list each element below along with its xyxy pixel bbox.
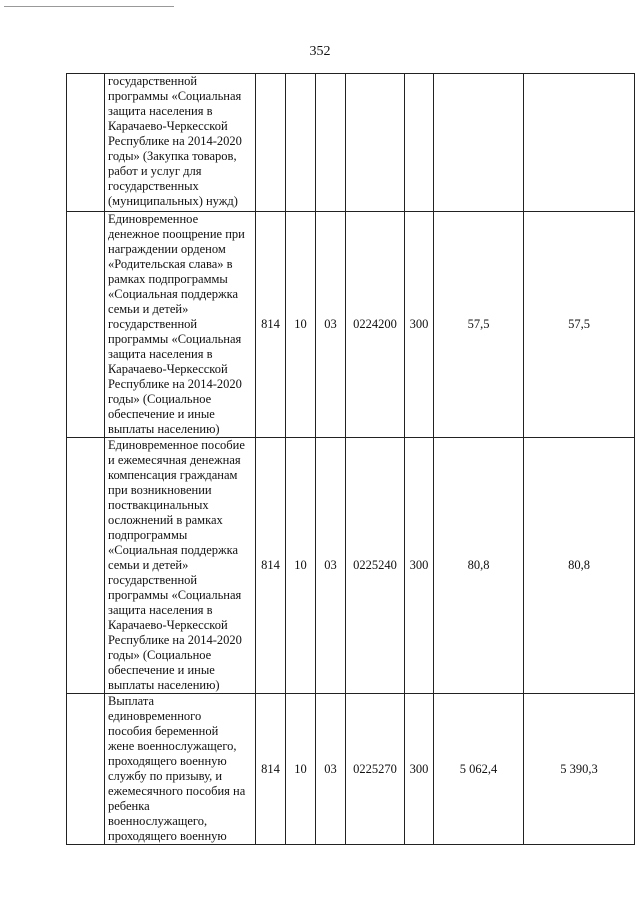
amount-1: 57,5 xyxy=(434,212,524,438)
row-name: Выплата единовременного пособия беременной жене военнослужащего, проходящего военную службу по призыву, и ежемесячного пособия на ребенка военнослужащего, проходящего военную xyxy=(108,694,246,843)
amount-1 xyxy=(434,74,524,212)
empty-cell xyxy=(67,74,105,212)
table-row xyxy=(67,694,635,845)
target-article: 0224200 xyxy=(346,212,405,438)
empty-cell xyxy=(67,694,105,845)
amount-2: 57,5 xyxy=(524,212,635,438)
amount-1: 5 062,4 xyxy=(434,694,524,845)
section-code xyxy=(286,74,316,212)
expense-type: 300 xyxy=(405,438,434,694)
page-number: 352 xyxy=(309,44,331,59)
ministry-code: 814 xyxy=(256,212,286,438)
subsection-code: 03 xyxy=(316,438,346,694)
table-row xyxy=(67,438,635,694)
ministry-code: 814 xyxy=(256,438,286,694)
subsection-code: 03 xyxy=(316,694,346,845)
empty-cell xyxy=(67,438,105,694)
top-rule xyxy=(4,6,174,7)
target-article: 0225240 xyxy=(346,438,405,694)
row-name-cell xyxy=(105,212,256,438)
expense-type: 300 xyxy=(405,212,434,438)
section-code: 10 xyxy=(286,438,316,694)
section-code: 10 xyxy=(286,694,316,845)
subsection-code xyxy=(316,74,346,212)
budget-table xyxy=(66,73,635,845)
row-name: Единовременное денежное поощрение при награждении орденом «Родительская слава» в рамках подпрограммы «Социальная поддержка семьи и детей» государственной программы «Социальная защита населения в Карачаево-Черкесской Республике на 2014-2020 годы» (Социальное обеспечение и иные выплаты населению) xyxy=(108,212,245,436)
amount-2 xyxy=(524,74,635,212)
amount-2: 80,8 xyxy=(524,438,635,694)
row-name: государственной программы «Социальная защита населения в Карачаево-Черкесской Республике на 2014-2020 годы» (Закупка товаров, работ и услуг для государственных (муниципальных) нужд) xyxy=(108,74,242,208)
amount-2: 5 390,3 xyxy=(524,694,635,845)
target-article xyxy=(346,74,405,212)
subsection-code: 03 xyxy=(316,212,346,438)
amount-1: 80,8 xyxy=(434,438,524,694)
ministry-code xyxy=(256,74,286,212)
expense-type xyxy=(405,74,434,212)
empty-cell xyxy=(67,212,105,438)
table-row xyxy=(67,74,635,212)
row-name-cell xyxy=(105,438,256,694)
row-name-cell xyxy=(105,74,256,212)
expense-type: 300 xyxy=(405,694,434,845)
table-row xyxy=(67,212,635,438)
ministry-code: 814 xyxy=(256,694,286,845)
row-name-cell xyxy=(105,694,256,845)
section-code: 10 xyxy=(286,212,316,438)
row-name: Единовременное пособие и ежемесячная денежная компенсация гражданам при возникновении поствакцинальных осложнений в рамках подпрограммы «Социальная поддержка семьи и детей» государственной программы «Социальная защита населения в Карачаево-Черкесской Республике на 2014-2020 годы» (Социальное обеспечение и иные выплаты населению) xyxy=(108,438,245,692)
target-article: 0225270 xyxy=(346,694,405,845)
